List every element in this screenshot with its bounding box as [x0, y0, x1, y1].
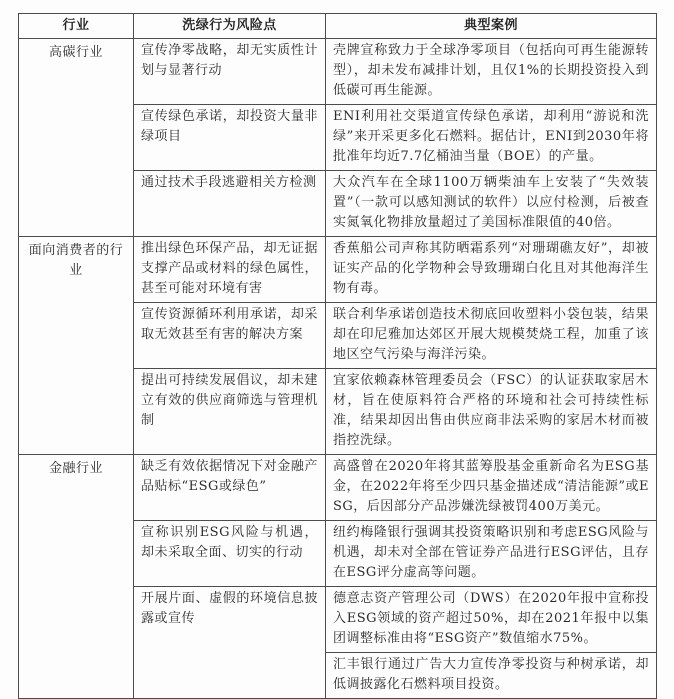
risk-cell: 宣称识别ESG风险与机遇，却未采取全面、切实的行动 [134, 521, 326, 587]
case-cell: 壳牌宣称致力于全球净零项目（包括向可再生能源转型），却未发布减排计划，且仅1%的长期投资投入到低碳可再生能源。 [326, 39, 657, 105]
case-cell: 联合利华承诺创造技术彻底回收塑料小袋包装，结果却在印尼雅加达郊区开展大规模焚烧工程，加重了该地区空气污染与海洋污染。 [326, 303, 657, 369]
risk-cell: 宣传资源循环利用承诺，却采取无效甚至有害的解决方案 [134, 303, 326, 369]
case-cell: 纽约梅隆银行强调其投资策略识别和考虑ESG风险与机遇，却未对全部在管证券产品进行ESG评估，且存在ESG评分虚高等问题。 [326, 521, 657, 587]
risk-cell: 通过技术手段逃避相关方检测 [134, 171, 326, 237]
greenwashing-risk-table [18, 13, 657, 699]
case-cell: 汇丰银行通过广告大力宣传净零投资与种树承诺，却低调披露化石燃料项目投资。 [326, 653, 657, 699]
risk-cell: 宣传净零战略，却无实质性计划与显著行动 [134, 39, 326, 105]
risk-cell: 开展片面、虚假的环境信息披露或宣传 [134, 587, 326, 699]
case-cell: ENI利用社交渠道宣传绿色承诺，却利用“游说和洗绿”来开采更多化石燃料。据估计，ENI到2030年将批准年均近7.7亿桶油当量（BOE）的产量。 [326, 105, 657, 171]
column-header-industry: 行业 [19, 14, 134, 39]
industry-cell-high-carbon: 高碳行业 [19, 39, 134, 237]
industry-cell-finance: 金融行业 [19, 455, 134, 699]
risk-cell: 提出可持续发展倡议，却未建立有效的供应商筛选与管理机制 [134, 369, 326, 455]
case-cell: 香蕉船公司声称其防晒霜系列“对珊瑚礁友好”，却被证实产品的化学物种会导致珊瑚白化且对其他海洋生物有毒。 [326, 237, 657, 303]
header-row [19, 14, 657, 39]
table-row [19, 455, 657, 521]
case-cell: 大众汽车在全球1100万辆柴油车上安装了“失效装置”（一款可以感知测试的软件）以应付检测，后被查实氮氧化物排放量超过了美国标准限值的40倍。 [326, 171, 657, 237]
risk-cell: 缺乏有效依据情况下对金融产品贴标“ESG或绿色” [134, 455, 326, 521]
case-cell: 高盛曾在2020年将其蓝筹股基金重新命名为ESG基金，在2022年将至少四只基金描述成“清洁能源”或ESG，后因部分产品涉嫌洗绿被罚400万美元。 [326, 455, 657, 521]
risk-cell: 宣传绿色承诺，却投资大量非绿项目 [134, 105, 326, 171]
case-cell: 宜家依赖森林管理委员会（FSC）的认证获取家居木材，旨在使原料符合严格的环境和社会可持续性标准，结果却因出售由供应商非法采购的家居木材而被指控洗绿。 [326, 369, 657, 455]
column-header-risk: 洗绿行为风险点 [134, 14, 326, 39]
table-row [19, 39, 657, 105]
risk-cell: 推出绿色环保产品，却无证据支撑产品或材料的绿色属性，甚至可能对环境有害 [134, 237, 326, 303]
table-row [19, 237, 657, 303]
case-cell: 德意志资产管理公司（DWS）在2020年报中宣称投入ESG领域的资产超过50%，却在2021年报中以集团调整标准由将“ESG资产”数值缩水75%。 [326, 587, 657, 653]
column-header-case: 典型案例 [326, 14, 657, 39]
industry-cell-consumer: 面向消费者的行业 [19, 237, 134, 455]
